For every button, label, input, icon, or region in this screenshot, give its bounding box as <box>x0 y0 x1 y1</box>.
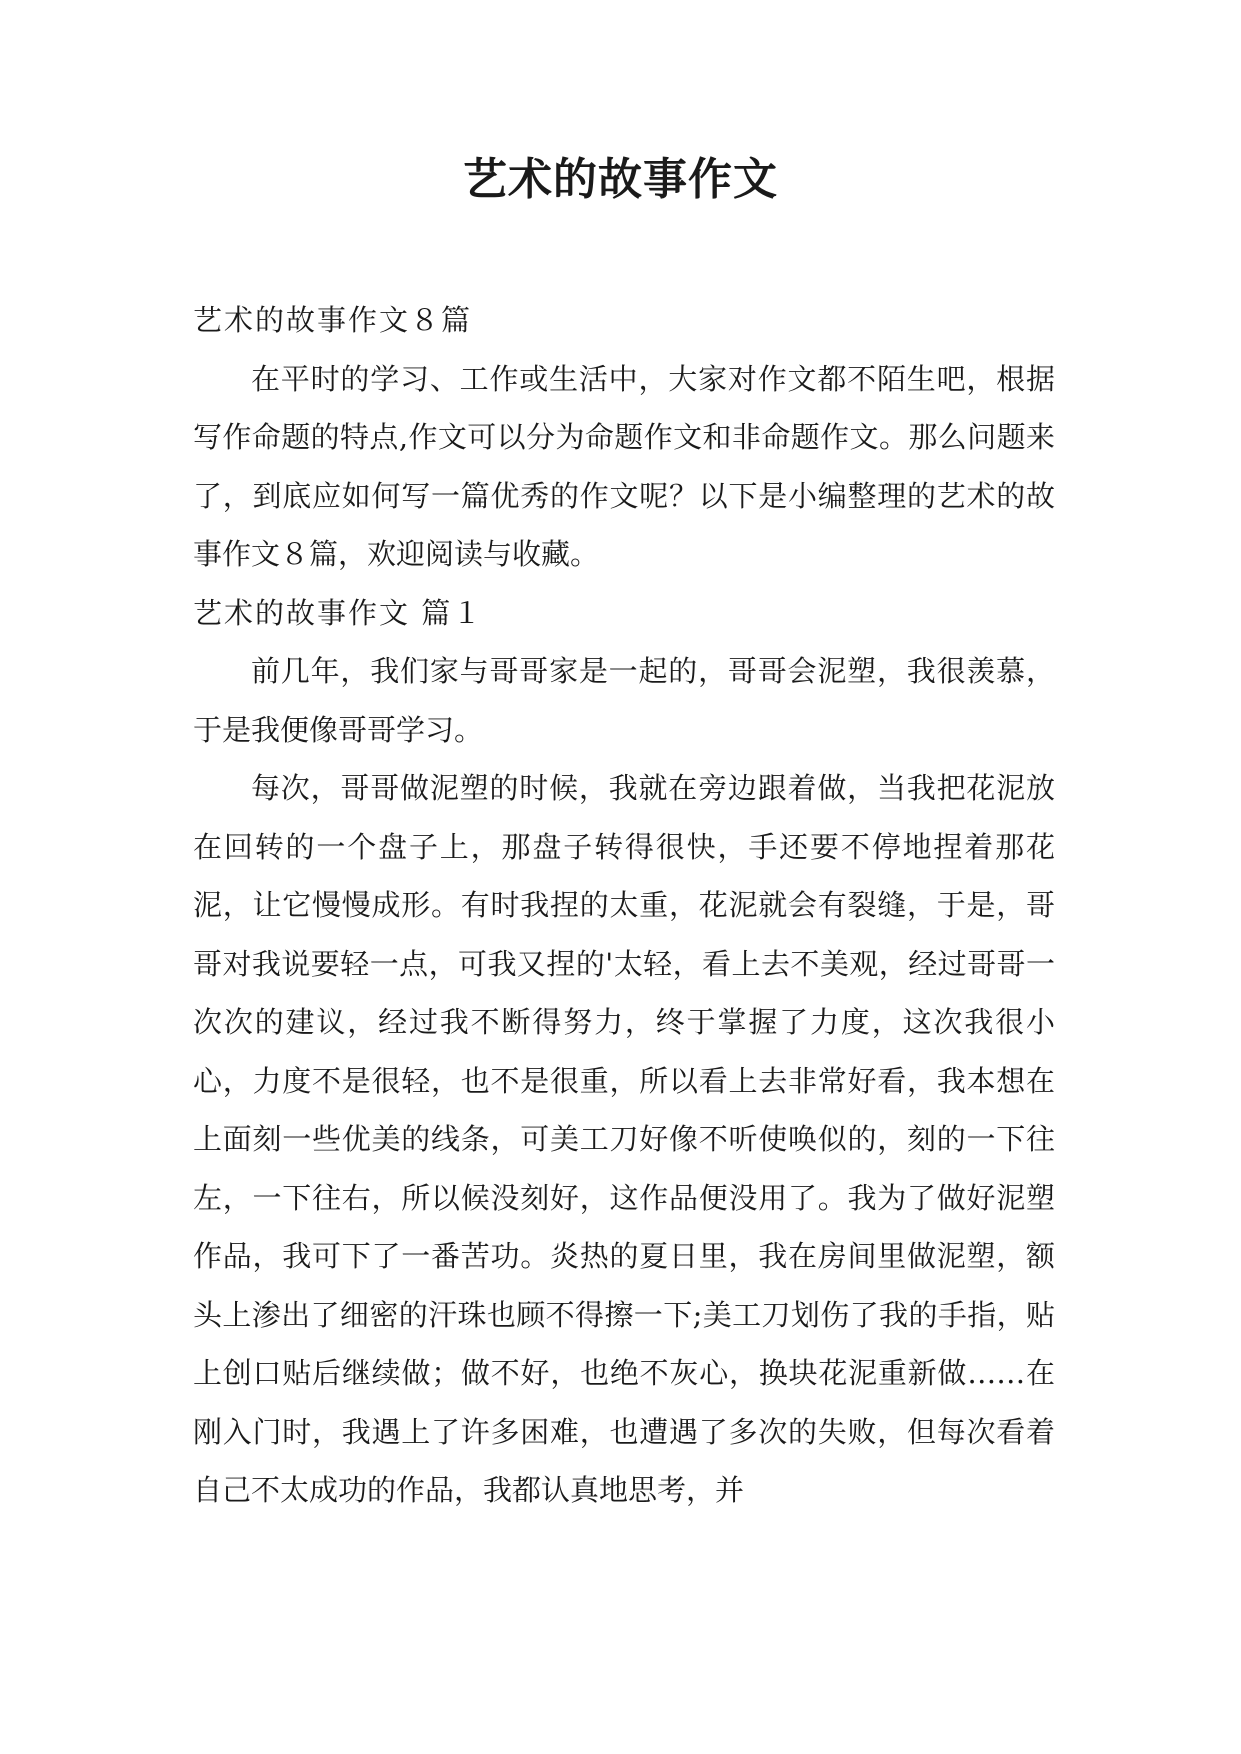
paragraph-2: 每次，哥哥做泥塑的时候，我就在旁边跟着做，当我把花泥放在回转的一个盘子上，那盘子转得很快，手还要不停地捏着那花泥，让它慢慢成形。有时我捏的太重，花泥就会有裂缝，于是，哥哥对我说要轻一点，可我又捏的'太轻，看上去不美观，经过哥哥一次次的建议，经过我不断得努力，终于掌握了力度，这次我很小心，力度不是很轻，也不是很重，所以看上去非常好看，我本想在上面刻一些优美的线条，可美工刀好像不听使唤似的，刻的一下往左，一下往右，所以候没刻好，这作品便没用了。我为了做好泥塑作品，我可下了一番苦功。炎热的夏日里，我在房间里做泥塑，额头上渗出了细密的汗珠也顾不得擦一下;美工刀划伤了我的手指，贴上创口贴后继续做；做不好，也绝不灰心，换块花泥重新做……在刚入门时，我遇上了许多困难，也遭遇了多次的失败，但每次看着自己不太成功的作品，我都认真地思考，并 <box>193 771 1055 1507</box>
document-body <box>193 291 1055 1520</box>
intro-paragraph: 在平时的学习、工作或生活中，大家对作文都不陌生吧，根据写作命题的特点,作文可以分为命题作文和非命题作文。那么问题来了，到底应如何写一篇优秀的作文呢？以下是小编整理的艺术的故事作文８篇，欢迎阅读与收藏。 <box>193 361 1055 571</box>
section-heading-1: 艺术的故事作文 篇１ <box>193 595 484 630</box>
document-title: 艺术的故事作文 <box>463 154 778 205</box>
document-subtitle: 艺术的故事作文８篇 <box>193 303 473 337</box>
paragraph-1: 前几年，我们家与哥哥家是一起的，哥哥会泥塑，我很羡慕，于是我便像哥哥学习。 <box>193 654 1055 747</box>
